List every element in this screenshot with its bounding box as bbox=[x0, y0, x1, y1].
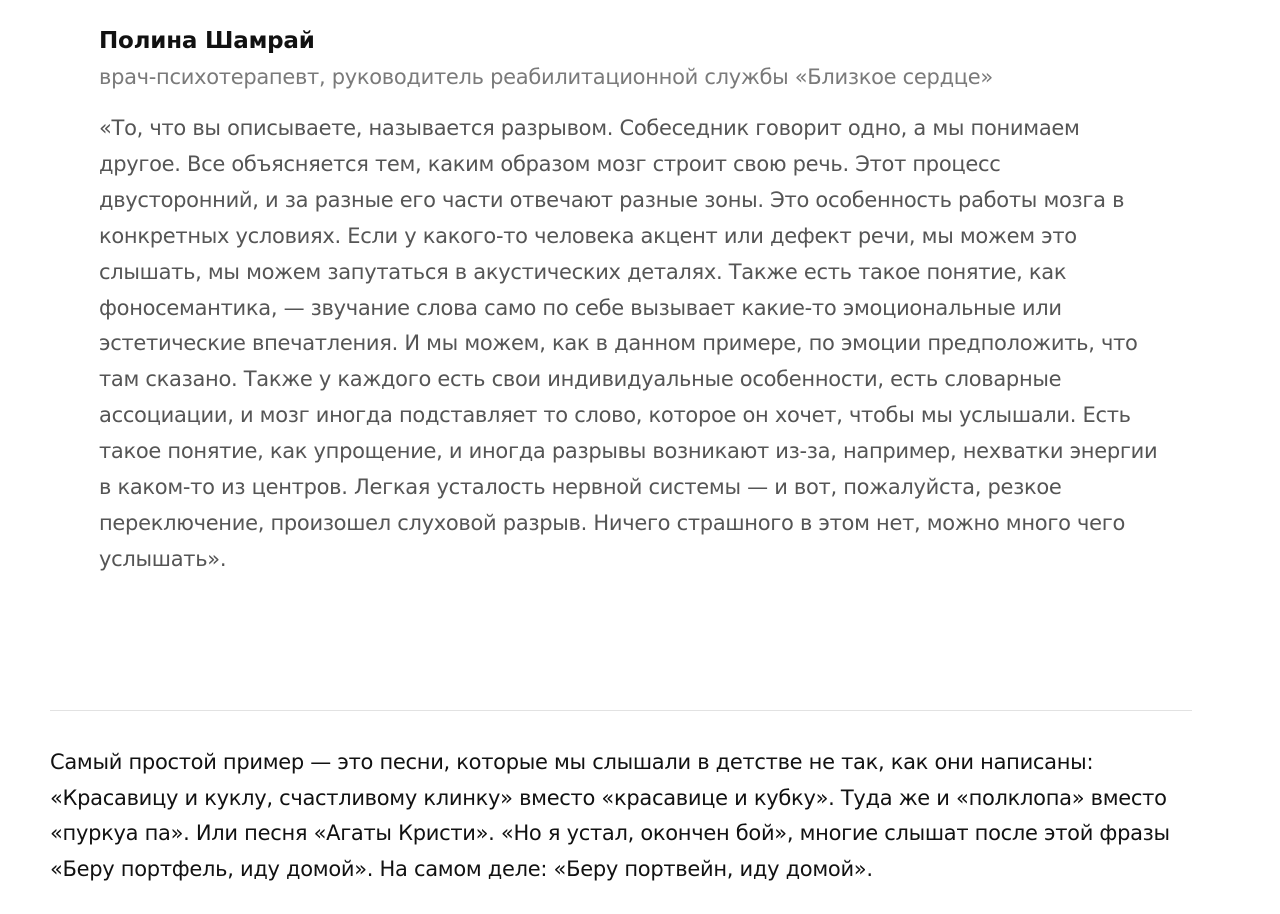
expert-name: Полина Шамрай bbox=[99, 28, 315, 54]
expert-comment-block bbox=[99, 22, 1159, 578]
expert-role: врач-психотерапевт, руководитель реабилитационной службы «Близкое сердце» bbox=[99, 65, 993, 89]
expert-quote: «То, что вы описываете, называется разрывом. Собеседник говорит одно, а мы понимаем другое. Все объясняется тем, каким образом мозг строит свою речь. Этот процесс двусторонний, и за разные его части отвечают разные зоны. Это особенность работы мозга в конкретных условиях. Если у какого-то человека акцент или дефект речи, мы можем это слышать, мы можем запутаться в акустических деталях. Также есть такое понятие, как фоносемантика, — звучание слова само по себе вызывает какие-то эмоциональные или эстетические впечатления. И мы можем, как в данном примере, по эмоции предположить, что там сказано. Также у каждого есть свои индивидуальные особенности, есть словарные ассоциации, и мозг иногда подставляет то слово, которое он хочет, чтобы мы услышали. Есть такое понятие, как упрощение, и иногда разрывы возникают из-за, например, нехватки энергии в каком-то из центров. Легкая усталость нервной системы — и вот, пожалуйста, резкое переключение, произошел слуховой разрыв. Ничего страшного в этом нет, можно много чего услышать». bbox=[99, 116, 1158, 571]
section-divider bbox=[50, 710, 1192, 711]
article-paragraph: Самый простой пример — это песни, которые мы слышали в детстве не так, как они написаны: «Красавицу и куклу, счастливому клинку» вместо «красавице и кубку». Туда же и «полклопа» вместо «пуркуа па». Или песня «Агаты Кристи». «Но я устал, окончен бой», многие слышат после этой фразы «Беру портфель, иду домой». На самом деле: «Беру портвейн, иду домой». bbox=[50, 750, 1170, 881]
